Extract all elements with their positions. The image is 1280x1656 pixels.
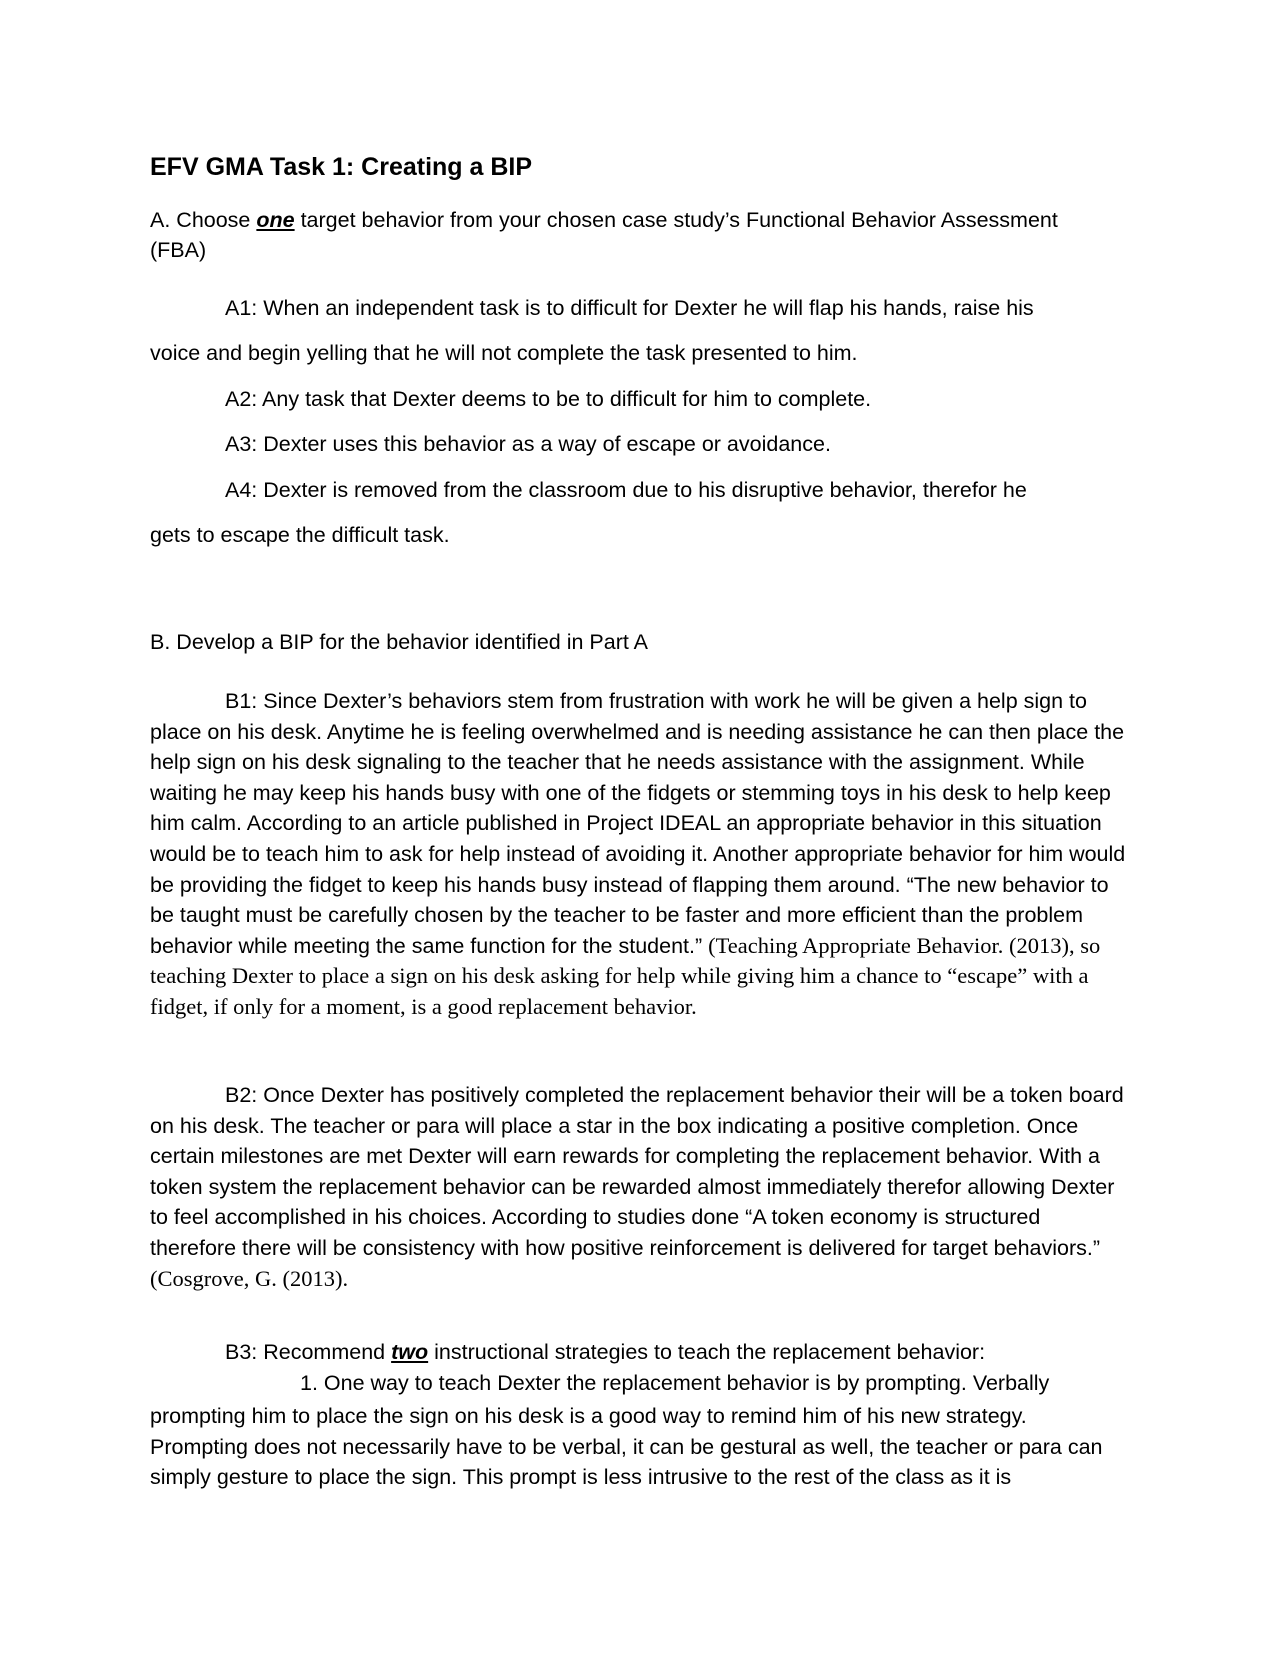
page-title: EFV GMA Task 1: Creating a BIP xyxy=(150,153,533,181)
answer-a2: A2: Any task that Dexter deems to be to difficult for him to complete. xyxy=(225,387,872,411)
answer-b1 xyxy=(150,686,1130,1023)
answer-b2-text: B2: Once Dexter has positively completed the replacement behavior their will be a token board on his desk. The teacher or para will place a star in the box indicating a positive completion. Once certain milestones are met Dexter will earn rewards for completing the replacement behavior. With a token system the replacement behavior can be rewarded almost immediately therefor allowing Dexter to feel accomplished in his choices. According to studies done “A token economy is structured therefore there will be consistency with how positive reinforcement is delivered for target behaviors.” xyxy=(150,1083,1124,1260)
answer-b3-pre: B3: Recommend xyxy=(225,1340,392,1364)
section-a-heading-post: target behavior from your chosen case study’s Functional Behavior Assessment xyxy=(294,208,1058,232)
answer-b2-citation: (Cosgrove, G. (2013). xyxy=(150,1265,349,1291)
answer-b3-item1-rest: prompting him to place the sign on his desk is a good way to remind him of his new strategy. Prompting does not necessarily have to be verbal, it can be gestural as well, the teacher or para can simply gesture to place the sign. This prompt is less intrusive to the rest of the class as it is xyxy=(150,1404,1103,1490)
section-a-heading-pre: A. Choose xyxy=(150,208,257,232)
answer-a3: A3: Dexter uses this behavior as a way of escape or avoidance. xyxy=(225,432,831,456)
answer-a4-line1: A4: Dexter is removed from the classroom due to his disruptive behavior, therefor he xyxy=(225,478,1027,502)
section-a-heading-line2: (FBA) xyxy=(150,238,207,262)
answer-b1-text: B1: Since Dexter’s behaviors stem from frustration with work he will be given a help sign to place on his desk. Anytime he is feeling overwhelmed and is needing assistance he can then place the help sign on his desk signaling to the teacher that he needs assistance with the assignment. While waiting he may keep his hands busy with one of the fidgets or stemming toys in his desk to help keep him calm. According to an article published in Project IDEAL an appropriate behavior in this situation would be to teach him to ask for help instead of avoiding it. Another appropriate behavior for him would be providing the fidget to keep his hands busy instead of flapping them around. “The new behavior to be taught must be carefully chosen by the teacher to be faster and more efficient than the problem behavior while meeting the same function for the student.” xyxy=(150,689,1126,958)
answer-a1-line1: A1: When an independent task is to difficult for Dexter he will flap his hands, raise his xyxy=(225,296,1034,320)
answer-b3-item1-first-line: 1. One way to teach Dexter the replacement behavior is by prompting. Verbally xyxy=(300,1371,1050,1395)
answer-b3-post: instructional strategies to teach the replacement behavior: xyxy=(428,1340,986,1364)
answer-b3-emphasis: two xyxy=(391,1340,429,1364)
section-a-heading-emphasis: one xyxy=(256,208,295,232)
answer-a1-line2: voice and begin yelling that he will not complete the task presented to him. xyxy=(150,341,858,365)
answer-b1-citation: (Teaching Appropriate Behavior. (2013), so teaching Dexter to place a sign on his desk asking for help while giving him a chance to “escape” with a fidget, if only for a moment, is a good replacement behavior. xyxy=(150,932,1101,1019)
answer-a4-line2: gets to escape the difficult task. xyxy=(150,523,450,547)
section-b-heading: B. Develop a BIP for the behavior identified in Part A xyxy=(150,630,648,654)
answer-b2 xyxy=(150,1080,1130,1294)
answer-b3-heading xyxy=(150,1340,985,1365)
section-a-heading xyxy=(150,208,1058,233)
